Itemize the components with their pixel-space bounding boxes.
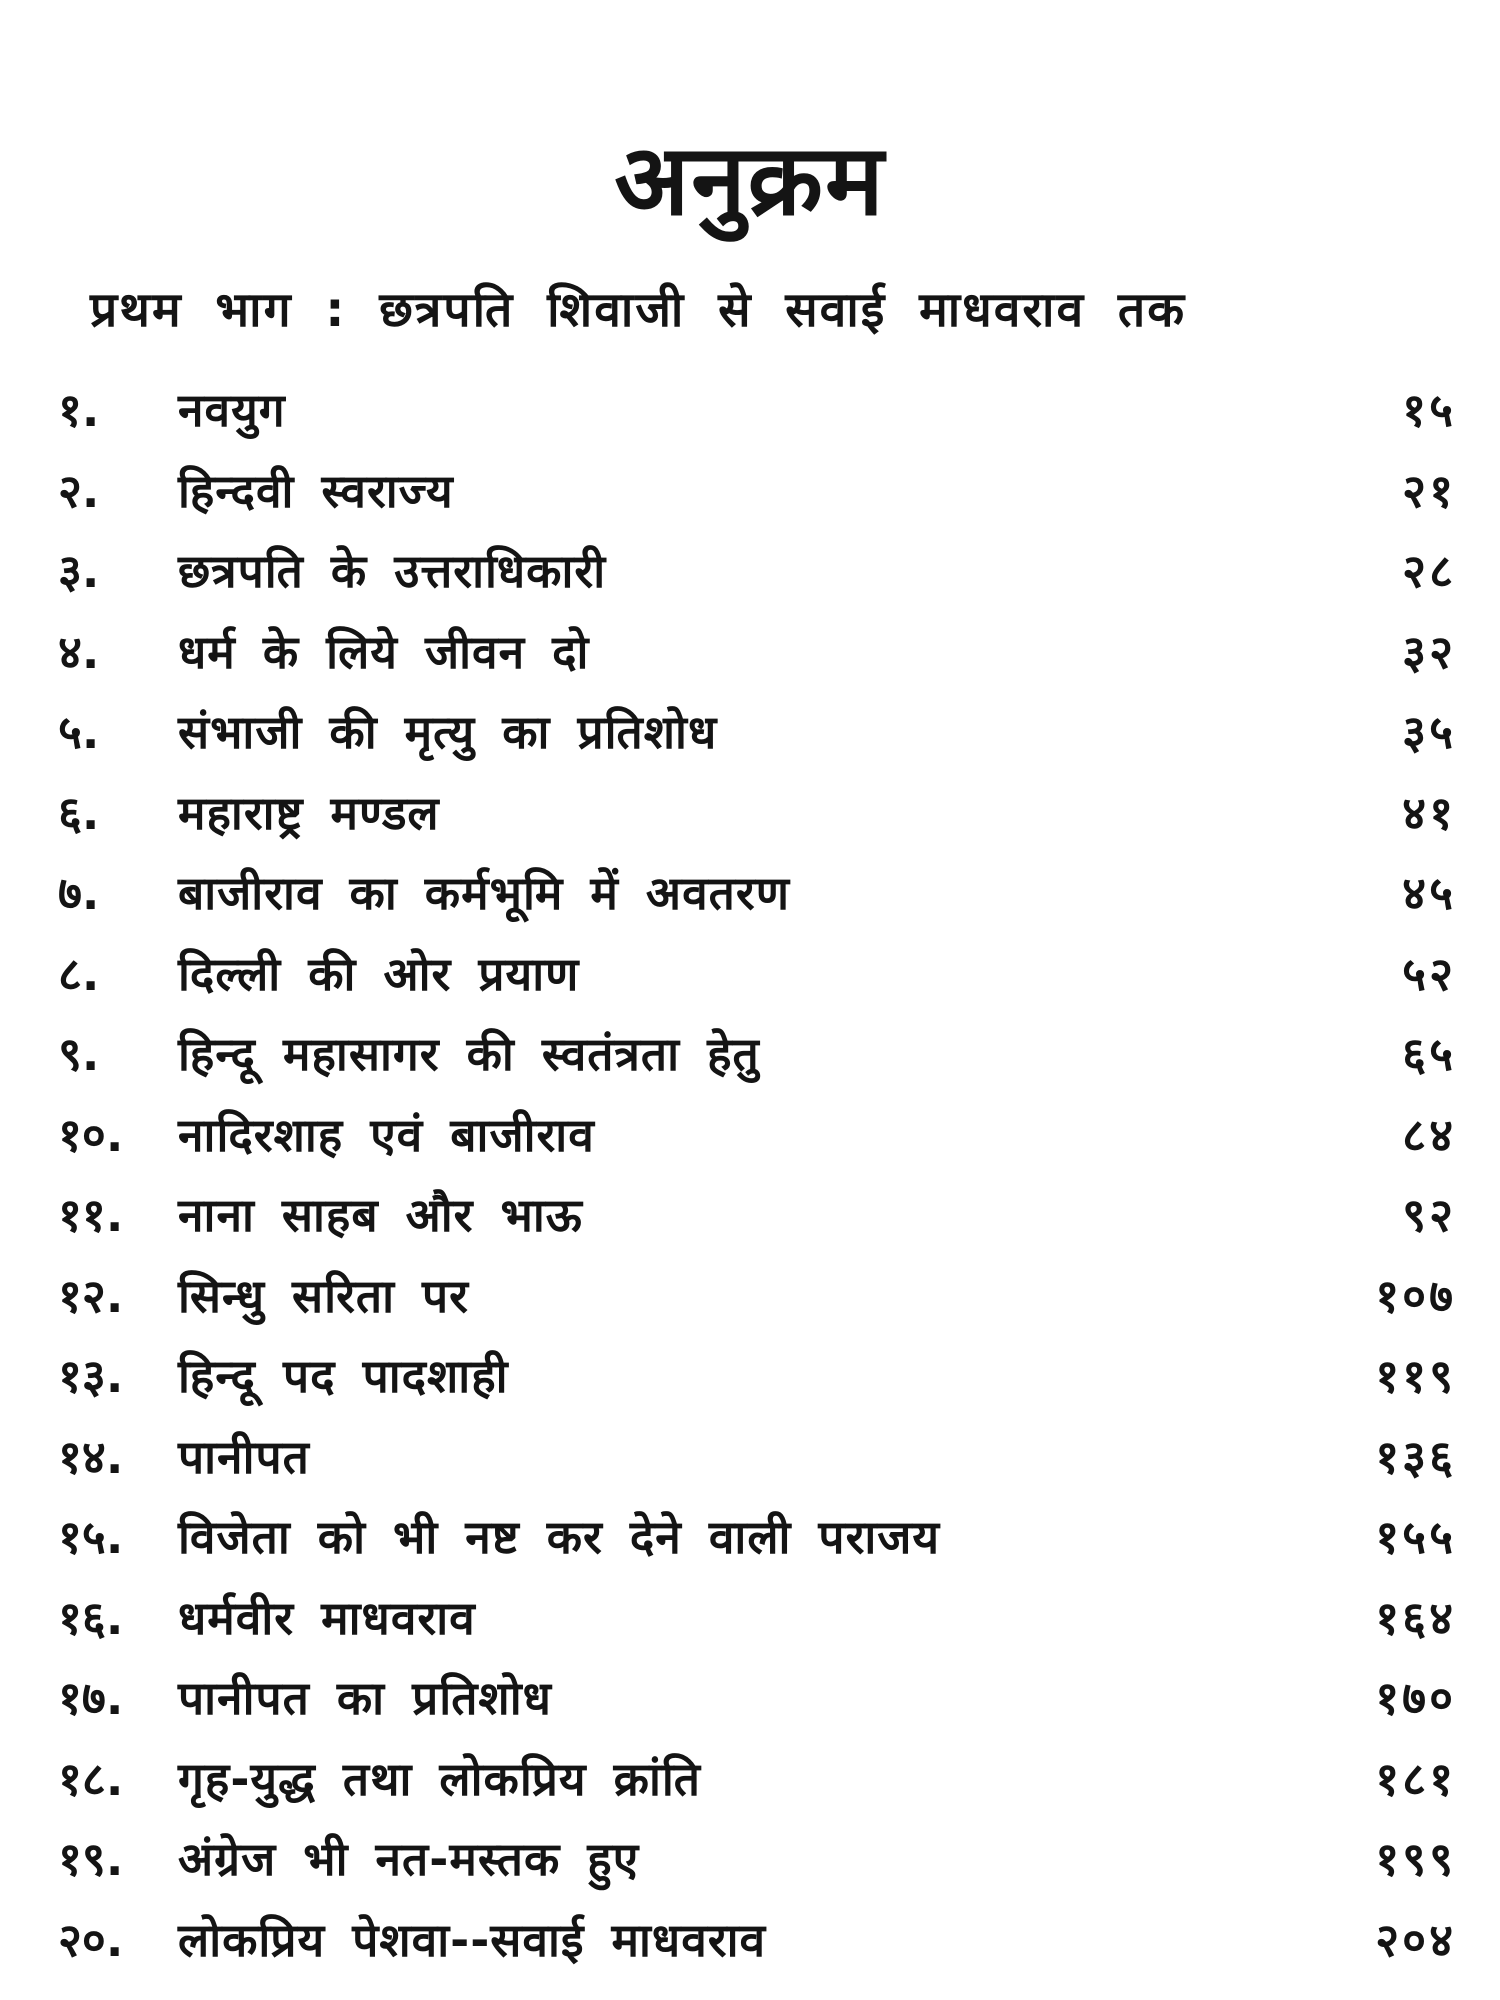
page-title: अनुक्रम xyxy=(614,124,886,238)
toc-entry xyxy=(0,1819,1500,1900)
entry-title: धर्म के लिये जीवन दो xyxy=(178,624,590,679)
toc-entry xyxy=(0,1578,1500,1659)
entry-page-number: ११९ xyxy=(1375,1349,1456,1403)
entry-title: संभाजी की मृत्यु का प्रतिशोध xyxy=(178,705,718,759)
toc-entry xyxy=(0,1900,1500,1981)
entry-page-number: १९९ xyxy=(1375,1832,1456,1886)
toc-entry xyxy=(0,1658,1500,1739)
entry-number: ९. xyxy=(58,1027,100,1081)
entry-number: ८. xyxy=(58,946,100,1001)
entry-page-number: २८ xyxy=(1402,544,1456,598)
entry-page-number: १३६ xyxy=(1375,1429,1456,1484)
entry-number: १९. xyxy=(58,1832,124,1886)
entry-number: १३. xyxy=(58,1349,124,1403)
toc-entry xyxy=(0,934,1500,1015)
entry-page-number: ३५ xyxy=(1402,705,1456,759)
toc-entry xyxy=(0,1497,1500,1578)
entry-title: हिन्दू महासागर की स्वतंत्रता हेतु xyxy=(178,1027,760,1081)
toc-entry xyxy=(0,1417,1500,1498)
entry-title: विजेता को भी नष्ट कर देने वाली पराजय xyxy=(178,1510,941,1564)
entry-page-number: २१ xyxy=(1402,463,1456,518)
toc-entry xyxy=(0,692,1500,773)
entry-number: १७. xyxy=(58,1671,124,1725)
entry-page-number: १६४ xyxy=(1375,1590,1456,1645)
entry-number: १६. xyxy=(58,1590,124,1645)
entry-title: धर्मवीर माधवराव xyxy=(178,1590,476,1645)
entry-number: ७. xyxy=(58,866,100,920)
toc-entry xyxy=(0,451,1500,532)
entry-title: पानीपत xyxy=(178,1429,310,1484)
entry-title: गृह-युद्ध तथा लोकप्रिय क्रांति xyxy=(178,1751,701,1806)
entry-page-number: ८४ xyxy=(1402,1107,1456,1162)
toc-entry xyxy=(0,1336,1500,1417)
entry-title: नवयुग xyxy=(178,383,286,437)
entry-number: १८. xyxy=(58,1751,124,1806)
entry-title: पानीपत का प्रतिशोध xyxy=(178,1671,552,1725)
entry-title: नादिरशाह एवं बाजीराव xyxy=(178,1107,595,1162)
entry-page-number: १५५ xyxy=(1375,1510,1456,1564)
entry-number: २०. xyxy=(58,1912,124,1967)
entry-page-number: १८१ xyxy=(1375,1751,1456,1806)
toc-entry xyxy=(0,1739,1500,1820)
entry-page-number: ४५ xyxy=(1402,866,1456,920)
toc-entry xyxy=(0,853,1500,934)
toc-entry xyxy=(0,612,1500,693)
entry-title: महाराष्ट्र मण्डल xyxy=(178,785,440,840)
entry-title: बाजीराव का कर्मभूमि में अवतरण xyxy=(178,866,790,920)
toc-entry xyxy=(0,531,1500,612)
entry-number: १०. xyxy=(58,1107,124,1162)
entry-title: अंग्रेज भी नत-मस्तक हुए xyxy=(178,1832,640,1886)
toc-entry xyxy=(0,1095,1500,1176)
section-heading: प्रथम भाग : छत्रपति शिवाजी से सवाई माधवराव तक xyxy=(90,282,1187,338)
entry-title: लोकप्रिय पेशवा--सवाई माधवराव xyxy=(178,1912,767,1967)
entry-page-number: ५२ xyxy=(1402,946,1456,1001)
entry-page-number: १७० xyxy=(1375,1671,1456,1725)
entry-number: १२. xyxy=(58,1268,124,1323)
entry-page-number: ९२ xyxy=(1402,1188,1456,1242)
entry-number: ४. xyxy=(58,624,100,679)
toc-entry xyxy=(0,1175,1500,1256)
table-of-contents xyxy=(0,370,1500,1980)
entry-title: हिन्दू पद पादशाही xyxy=(178,1349,509,1403)
entry-title: सिन्धु सरिता पर xyxy=(178,1268,469,1323)
entry-number: १४. xyxy=(58,1429,124,1484)
entry-number: १. xyxy=(58,383,100,437)
entry-title: छत्रपति के उत्तराधिकारी xyxy=(178,544,607,598)
entry-page-number: ४१ xyxy=(1402,785,1456,840)
entry-page-number: ३२ xyxy=(1402,624,1456,679)
entry-number: ११. xyxy=(58,1188,124,1242)
entry-number: १५. xyxy=(58,1510,124,1564)
entry-title: नाना साहब और भाऊ xyxy=(178,1188,583,1242)
entry-number: ६. xyxy=(58,785,100,840)
entry-page-number: ६५ xyxy=(1402,1027,1456,1081)
entry-page-number: १०७ xyxy=(1375,1268,1456,1323)
toc-entry xyxy=(0,370,1500,451)
entry-number: २. xyxy=(58,463,100,518)
entry-page-number: १५ xyxy=(1402,383,1456,437)
entry-title: दिल्ली की ओर प्रयाण xyxy=(178,946,580,1001)
toc-entry xyxy=(0,1014,1500,1095)
entry-title: हिन्दवी स्वराज्य xyxy=(178,463,454,518)
toc-entry xyxy=(0,773,1500,854)
entry-number: ३. xyxy=(58,544,100,598)
entry-page-number: २०४ xyxy=(1375,1912,1456,1967)
toc-entry xyxy=(0,1256,1500,1337)
entry-number: ५. xyxy=(58,705,100,759)
